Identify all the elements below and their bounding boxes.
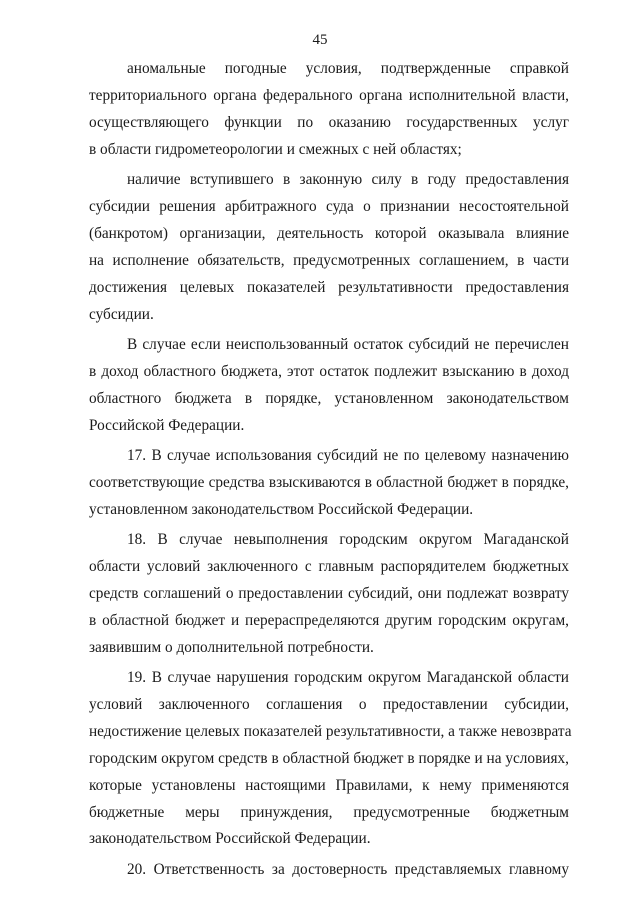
text-line: 17. В случае использования субсидий не по целевому назначению — [127, 446, 569, 464]
text-line: субсидии. — [89, 305, 154, 323]
text-line: в области гидрометеорологии и смежных с ней областях; — [89, 140, 462, 158]
text-line: аномальные погодные условия, подтвержденные справкой — [127, 60, 569, 77]
text-line: субсидии решения арбитражного суда о признании несостоятельной — [89, 197, 569, 215]
text-line: установленном законодательством Российской Федерации. — [89, 500, 474, 518]
text-line: достижения целевых показателей результативности предоставления — [89, 278, 569, 296]
text-line: области условий заключенного с главным распорядителем бюджетных — [89, 558, 569, 576]
page-number: 45 — [312, 32, 328, 48]
text-line: недостижение целевых показателей результативности, а также невозврата — [89, 722, 572, 740]
text-line: средств соглашений о предоставлении субсидий, они подлежат возврату — [89, 584, 569, 602]
text-line: территориального органа федерального органа исполнительной власти, — [89, 86, 569, 104]
text-line: 20. Ответственность за достоверность представляемых главному — [127, 860, 569, 878]
text-line: осуществляющего функции по оказанию государственных услуг — [89, 113, 569, 131]
text-line: областного бюджета в порядке, установленном законодательством — [89, 389, 569, 407]
document-body — [89, 56, 572, 884]
text-line: 18. В случае невыполнения городским округом Магаданской — [127, 531, 569, 549]
text-line: (банкротом) организации, деятельность которой оказывала влияние — [89, 224, 569, 242]
text-line: условий заключенного соглашения о предоставлении субсидии, — [89, 695, 569, 713]
text-line: в областной бюджет и перераспределяются другим городским округам, — [89, 611, 569, 629]
text-line: заявившим о дополнительной потребности. — [89, 638, 374, 656]
text-line: на исполнение обязательств, предусмотренных соглашением, в части — [89, 251, 569, 269]
text-line: в доход областного бюджета, этот остаток подлежит взысканию в доход — [89, 362, 569, 380]
text-line: законодательством Российской Федерации. — [89, 830, 371, 848]
text-line: наличие вступившего в законную силу в году предоставления — [127, 171, 569, 189]
text-line: которые установлены настоящими Правилами, к нему применяются — [89, 776, 569, 794]
text-line: 19. В случае нарушения городским округом Магаданской области — [127, 669, 569, 687]
text-line: соответствующие средства взыскиваются в областной бюджет в порядке, — [89, 473, 569, 491]
text-line: Российской Федерации. — [89, 416, 245, 434]
text-line: городским округом средств в областной бюджет в порядке и на условиях, — [89, 749, 569, 767]
text-line: В случае если неиспользованный остаток субсидий не перечислен — [127, 335, 569, 353]
text-line: бюджетные меры принуждения, предусмотренные бюджетным — [89, 803, 569, 821]
